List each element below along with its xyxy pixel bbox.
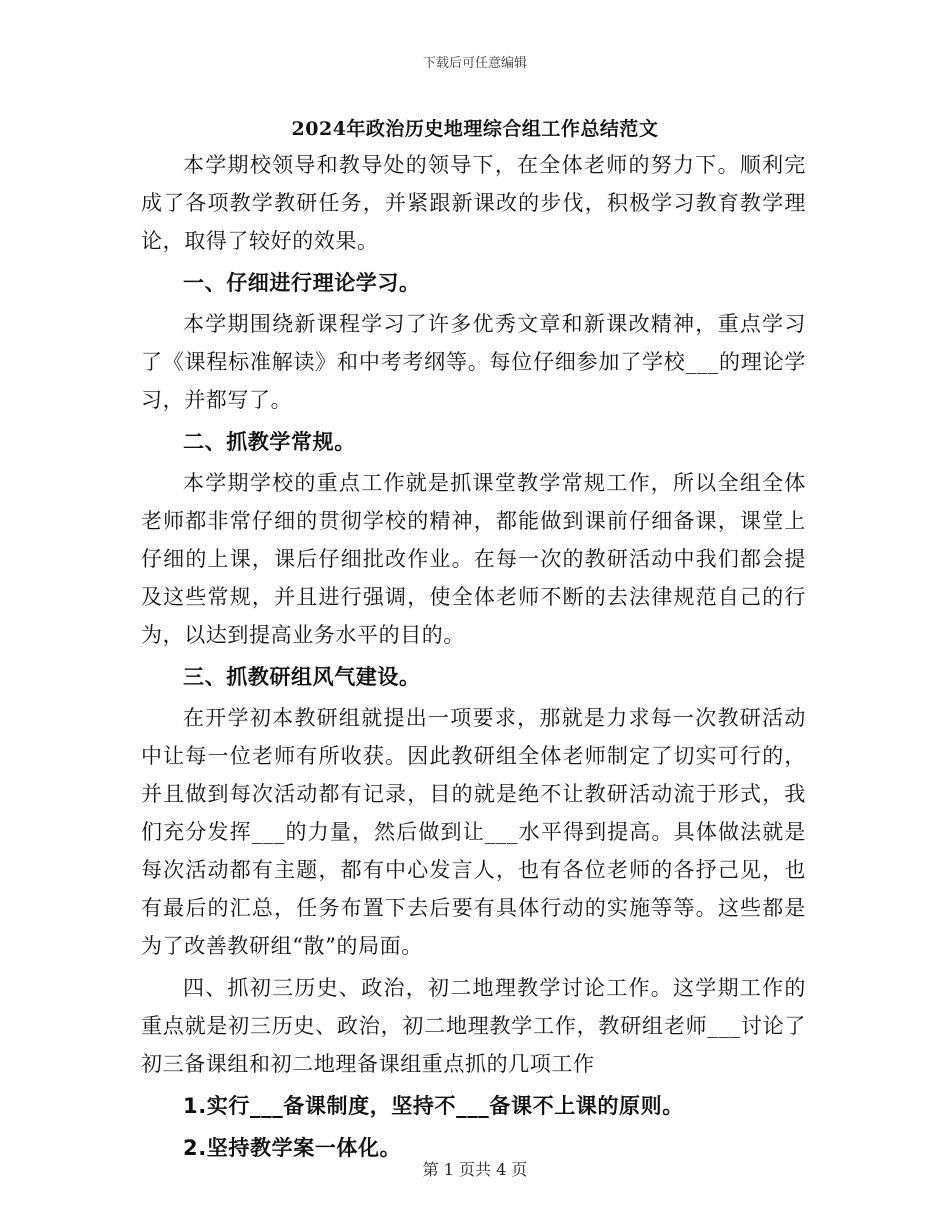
header-note: 下载后可任意编辑 (422, 56, 527, 71)
list-item-2: 2.坚持教学案一体化。 (183, 1136, 402, 1160)
document-body (141, 146, 806, 1171)
paragraph-teaching-routine: 本学期学校的重点工作就是抓课堂教学常规工作，所以全组全体老师都非常仔细的贯彻学校的精神，都能做到课前仔细备课，课堂上仔细的上课，课后仔细批改作业。在每一次的教研活动中我们都会提及这些常规，并且进行强调，使全体老师不断的去法律规范自己的行为，以达到提高业务水平的目的。 (141, 471, 806, 647)
paragraph-theory-study: 本学期围绕新课程学习了许多优秀文章和新课改精神，重点学习了《课程标准解读》和中考考纲等。每位仔细参加了学校___的理论学习，并都写了。 (141, 312, 806, 412)
paragraph-group-culture: 在开学初本教研组就提出一项要求，那就是力求每一次教研活动中让每一位老师有所收获。因此教研组全体老师制定了切实可行的，并且做到每次活动都有记录，目的就是绝不让教研活动流于形式，我们充分发挥___的力量，然后做到让___水平得到提高。具体做法就是每次活动都有主题，都有中心发言人，也有各位老师的各抒己见，也有最后的汇总，任务布置下去后要有具体行动的实施等等。这些都是为了改善教研组“散”的局面。 (141, 706, 806, 958)
section-heading-3: 三、抓教研组风气建设。 (183, 664, 421, 689)
paragraph-section-4: 四、抓初三历史、政治，初二地理教学讨论工作。这学期工作的重点就是初三历史、政治，初二地理教学工作，教研组老师___讨论了初三备课组和初二地理备课组重点抓的几项工作 (141, 976, 806, 1076)
section-heading-1: 一、仔细进行理论学习。 (183, 270, 421, 295)
section-heading-2: 二、抓教学常规。 (183, 429, 356, 454)
page-footer: 第 1 页共 4 页 (422, 1160, 528, 1179)
list-item-1: 1.实行___备课制度，坚持不___备课不上课的原则。 (183, 1094, 684, 1118)
document-title: 2024年政治历史地理综合组工作总结范文 (291, 118, 659, 140)
paragraph-intro: 本学期校领导和教导处的领导下，在全体老师的努力下。顺利完成了各项教学教研任务，并紧跟新课改的步伐，积极学习教育教学理论，取得了较好的效果。 (141, 153, 806, 253)
